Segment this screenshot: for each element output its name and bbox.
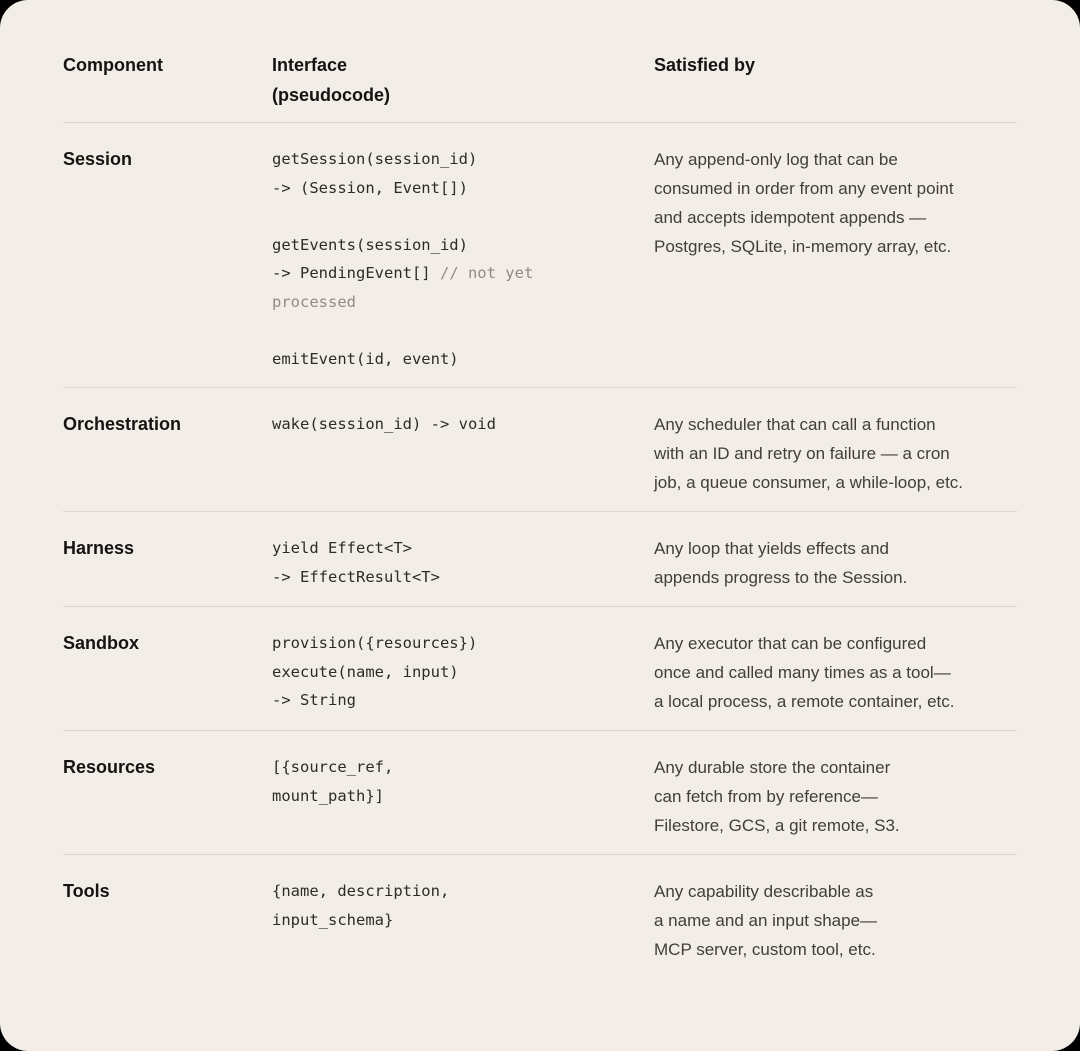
satisfied-by-line: MCP server, custom tool, etc. xyxy=(654,940,876,959)
component-cell: Orchestration xyxy=(63,414,182,434)
code-text: input_schema} xyxy=(272,910,394,929)
header-satisfied-by xyxy=(654,50,1017,80)
component-cell: Session xyxy=(63,149,133,169)
component-cell: Tools xyxy=(63,881,110,901)
interface-code-cell xyxy=(272,534,654,591)
table-row xyxy=(63,855,1017,978)
header-interface-label-line1: Interface xyxy=(272,55,348,75)
satisfied-by-line: once and called many times as a tool— xyxy=(654,663,951,682)
code-line xyxy=(272,629,634,658)
component-cell: Harness xyxy=(63,538,135,558)
table-row xyxy=(63,512,1017,607)
satisfied-by-line: Any durable store the container xyxy=(654,758,891,777)
interface-code-cell xyxy=(272,410,654,439)
code-text: -> String xyxy=(272,691,356,709)
code-line xyxy=(272,259,634,288)
header-interface-label-line2: (pseudocode) xyxy=(272,85,391,105)
satisfied-by-cell xyxy=(654,410,1017,497)
satisfied-by-line: Any append-only log that can be xyxy=(654,150,898,169)
code-text: emitEvent(id, event) xyxy=(272,349,459,368)
satisfied-by-line: appends progress to the Session. xyxy=(654,568,908,587)
code-line xyxy=(272,658,634,687)
code-line xyxy=(272,686,634,715)
table-header-row xyxy=(63,0,1017,123)
code-text: yield Effect<T> xyxy=(272,539,412,557)
satisfied-by-line: Any scheduler that can call a function xyxy=(654,415,936,434)
satisfied-by-line: consumed in order from any event point xyxy=(654,179,954,198)
table-body xyxy=(63,123,1017,978)
table-row xyxy=(63,123,1017,388)
satisfied-by-cell xyxy=(654,145,1017,261)
code-text: -> EffectResult<T> xyxy=(272,567,440,586)
component-cell: Sandbox xyxy=(63,633,140,653)
code-line xyxy=(272,202,634,231)
header-satisfied-by-label: Satisfied by xyxy=(654,55,756,75)
satisfied-by-line: Any executor that can be configured xyxy=(654,634,927,653)
satisfied-by-line: and accepts idempotent appends — xyxy=(654,208,927,227)
code-text: provision({resources}) xyxy=(272,634,478,652)
code-line xyxy=(272,753,634,782)
code-text: mount_path}] xyxy=(272,786,384,805)
code-line xyxy=(272,782,634,811)
code-line xyxy=(272,534,634,563)
code-text: wake(session_id) -> void xyxy=(272,415,496,433)
code-text: getEvents(session_id) xyxy=(272,235,468,254)
satisfied-by-line: job, a queue consumer, a while-loop, etc. xyxy=(654,473,964,492)
interface-code-cell xyxy=(272,629,654,715)
code-text: {name, description, xyxy=(272,882,450,900)
code-line xyxy=(272,288,634,317)
satisfied-by-line: with an ID and retry on failure — a cron xyxy=(654,444,950,463)
satisfied-by-line: a local process, a remote container, etc. xyxy=(654,692,955,711)
code-line xyxy=(272,174,634,203)
code-line xyxy=(272,563,634,592)
satisfied-by-cell xyxy=(654,877,1017,964)
code-line xyxy=(272,410,634,439)
code-line xyxy=(272,906,634,935)
table-row xyxy=(63,388,1017,512)
table-row xyxy=(63,607,1017,731)
satisfied-by-line: a name and an input shape— xyxy=(654,911,878,930)
code-line xyxy=(272,231,634,260)
code-comment: processed xyxy=(272,292,356,311)
header-component-label: Component xyxy=(63,55,163,75)
header-component xyxy=(63,50,272,80)
code-line xyxy=(272,345,634,374)
satisfied-by-cell xyxy=(654,629,1017,716)
satisfied-by-cell xyxy=(654,534,1017,592)
code-text: getSession(session_id) xyxy=(272,150,478,168)
table-row xyxy=(63,731,1017,855)
code-text: execute(name, input) xyxy=(272,662,459,681)
code-text: -> PendingEvent[] xyxy=(272,264,440,282)
satisfied-by-line: Postgres, SQLite, in-memory array, etc. xyxy=(654,237,952,256)
code-text: [{source_ref, xyxy=(272,758,394,776)
satisfied-by-line: can fetch from by reference— xyxy=(654,787,878,806)
code-line xyxy=(272,316,634,345)
code-line xyxy=(272,877,634,906)
code-text: -> (Session, Event[]) xyxy=(272,178,468,197)
satisfied-by-line: Any loop that yields effects and xyxy=(654,539,890,558)
interface-code-cell xyxy=(272,877,654,934)
satisfied-by-line: Filestore, GCS, a git remote, S3. xyxy=(654,816,900,835)
satisfied-by-line: Any capability describable as xyxy=(654,882,874,901)
header-interface xyxy=(272,50,654,110)
interface-code-cell xyxy=(272,145,654,373)
satisfied-by-cell xyxy=(654,753,1017,840)
code-line xyxy=(272,145,634,174)
interface-code-cell xyxy=(272,753,654,810)
component-cell: Resources xyxy=(63,757,156,777)
code-comment: // not yet xyxy=(439,264,534,282)
